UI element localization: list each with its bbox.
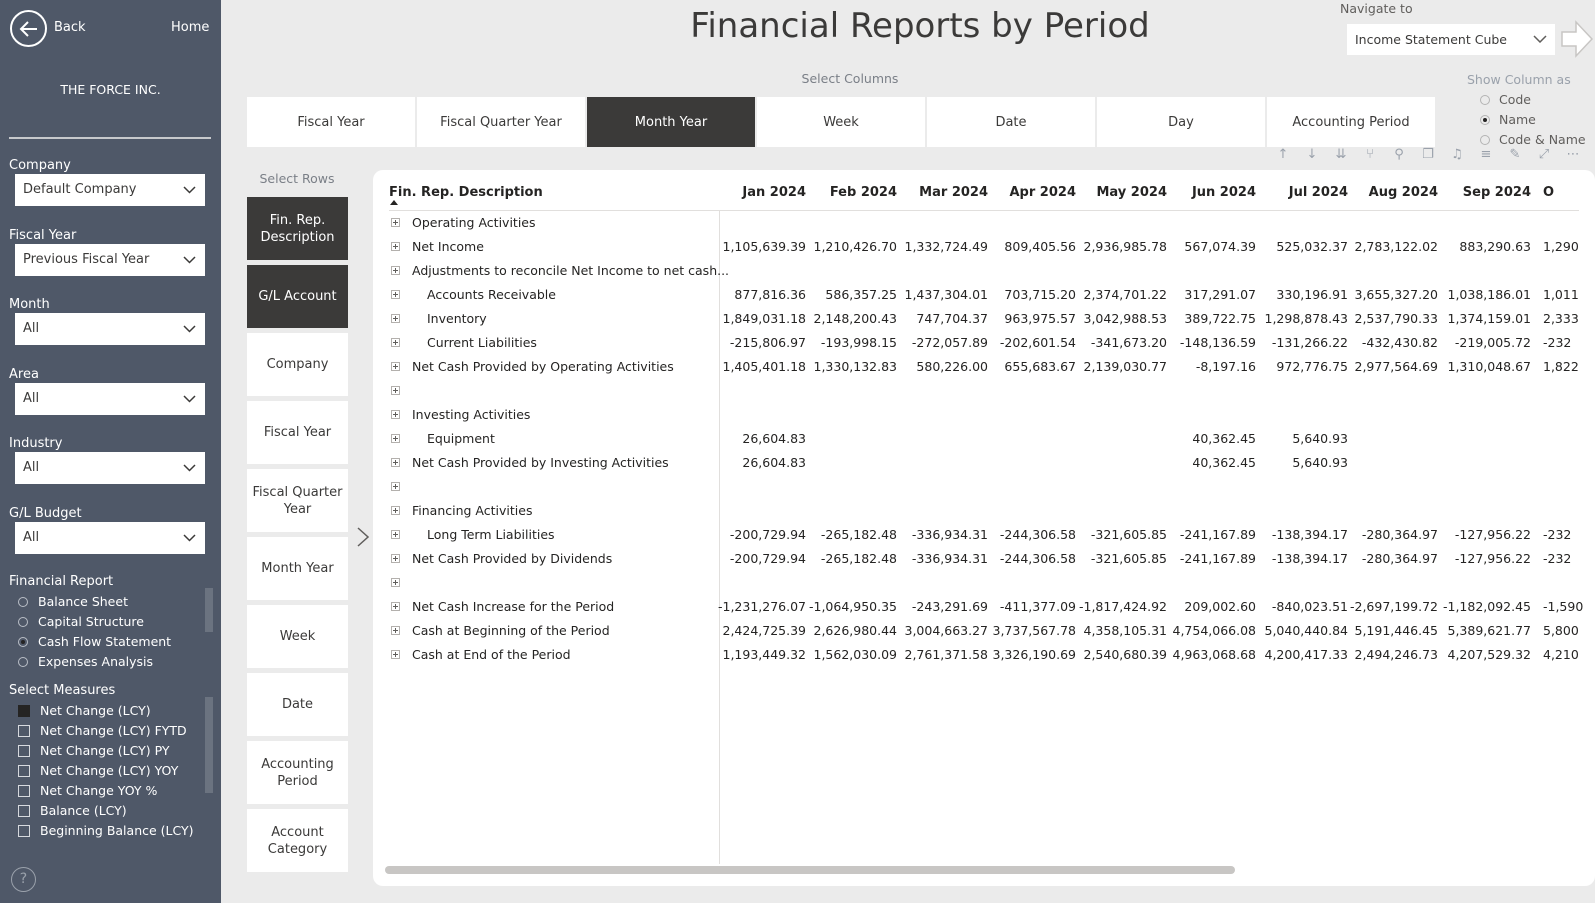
visual-toolbar — [1275, 147, 1581, 163]
row-tab-week[interactable]: Week — [247, 605, 348, 668]
expand-plus-icon[interactable] — [391, 242, 400, 251]
table-cell: -2,697,199.72 — [1349, 599, 1438, 614]
navigate-label: Navigate to — [1340, 1, 1413, 16]
hierarchy-icon[interactable]: ⑂ — [1366, 147, 1374, 162]
table-cell: 1,405,401.18 — [722, 359, 806, 374]
table-cell: 389,722.75 — [1184, 311, 1256, 326]
filter-label-industry: Industry — [9, 436, 63, 451]
filter-dropdown-company[interactable] — [15, 174, 205, 206]
column-tab-fiscal-quarter-year[interactable]: Fiscal Quarter Year — [417, 97, 585, 147]
table-cell: 4,207,529.32 — [1447, 647, 1531, 662]
row-tab-fiscal-quarter-year[interactable]: Fiscal Quarter Year — [247, 469, 348, 532]
column-header-jun-2024[interactable]: Jun 2024 — [1191, 185, 1256, 200]
column-header-jul-2024[interactable]: Jul 2024 — [1288, 185, 1348, 200]
column-tab-week[interactable]: Week — [757, 97, 925, 147]
option-label: Capital Structure — [38, 614, 144, 629]
financial-report-option-cash-flow-statement[interactable] — [18, 634, 171, 649]
focus-mode-icon[interactable]: ⤢ — [1538, 147, 1550, 162]
table-cell: 747,704.37 — [916, 311, 988, 326]
table-cell: 26,604.83 — [742, 431, 806, 446]
table-cell: -219,005.72 — [1454, 335, 1531, 350]
table-row — [373, 332, 1595, 356]
table-cell: 1,105,639.39 — [722, 239, 806, 254]
row-label: Accounts Receivable — [427, 287, 556, 302]
table-cell: 703,715.20 — [1004, 287, 1076, 302]
expand-plus-icon[interactable] — [391, 530, 400, 539]
row-label: Cash at Beginning of the Period — [412, 623, 610, 638]
table-cell: 2,537,790.33 — [1354, 311, 1438, 326]
checkbox[interactable] — [18, 765, 30, 777]
measure-option-net-change-yoy[interactable] — [18, 783, 157, 798]
table-cell: 1,210,426.70 — [813, 239, 897, 254]
show-column-option-name[interactable] — [1480, 112, 1536, 127]
table-cell: -1,231,276.07 — [717, 599, 806, 614]
column-tab-day[interactable]: Day — [1097, 97, 1265, 147]
table-cell: 2,761,371.58 — [904, 647, 988, 662]
table-cell: 1,011 — [1543, 287, 1579, 302]
table-row — [373, 356, 1595, 380]
table-cell: 2,626,980.44 — [813, 623, 897, 638]
checkbox[interactable] — [18, 785, 30, 797]
measure-option-beginning-balance-lcy[interactable] — [18, 823, 194, 838]
table-cell: -336,934.31 — [911, 551, 988, 566]
table-cell: -131,266.22 — [1271, 335, 1348, 350]
measure-option-net-change-lcy[interactable] — [18, 703, 151, 718]
table-cell: 2,494,246.73 — [1354, 647, 1438, 662]
table-row — [373, 596, 1595, 620]
table-cell: 1,822 — [1543, 359, 1579, 374]
chevron-down-icon — [183, 325, 196, 333]
table-cell: 5,640.93 — [1292, 431, 1348, 446]
row-label: Net Income — [412, 239, 484, 254]
column-tab-date[interactable]: Date — [927, 97, 1095, 147]
filter-dropdown-industry[interactable] — [15, 452, 205, 484]
expand-plus-icon[interactable] — [391, 506, 400, 515]
filter-dropdown-area[interactable] — [15, 383, 205, 415]
table-cell: -280,364.97 — [1361, 551, 1438, 566]
table-cell: 2,424,725.39 — [722, 623, 806, 638]
option-label: Balance (LCY) — [40, 803, 127, 818]
column-header-mar-2024[interactable]: Mar 2024 — [919, 185, 988, 200]
financial-report-option-balance-sheet[interactable] — [18, 594, 128, 609]
column-header-sep-2024[interactable]: Sep 2024 — [1462, 185, 1531, 200]
table-cell: 1,437,304.01 — [904, 287, 988, 302]
checkbox[interactable] — [18, 725, 30, 737]
table-cell: -265,182.48 — [820, 527, 897, 542]
table-row — [373, 260, 1595, 284]
option-label: Balance Sheet — [38, 594, 128, 609]
checkbox[interactable] — [18, 745, 30, 757]
expand-plus-icon[interactable] — [391, 554, 400, 563]
expand-plus-icon[interactable] — [391, 218, 400, 227]
filter-dropdown-month[interactable] — [15, 313, 205, 345]
table-cell: -265,182.48 — [820, 551, 897, 566]
table-row — [373, 212, 1595, 236]
copy-icon[interactable]: ❐ — [1422, 147, 1434, 162]
filter-label-company: Company — [9, 158, 71, 173]
measure-option-net-change-lcy-fytd[interactable] — [18, 723, 187, 738]
expand-all-icon[interactable]: ⇊ — [1335, 147, 1347, 162]
table-cell: -193,998.15 — [820, 335, 897, 350]
select-columns-label: Select Columns — [801, 71, 899, 86]
table-cell: 525,032.37 — [1276, 239, 1348, 254]
table-cell: 4,358,105.31 — [1083, 623, 1167, 638]
table-cell: 580,226.00 — [916, 359, 988, 374]
expand-plus-icon[interactable] — [391, 314, 400, 323]
table-cell: 1,298,878.43 — [1264, 311, 1348, 326]
table-cell: 972,776.75 — [1276, 359, 1348, 374]
arrow-left-icon — [19, 19, 39, 39]
table-row — [373, 236, 1595, 260]
option-label: Beginning Balance (LCY) — [40, 823, 194, 838]
table-cell: 3,326,190.69 — [992, 647, 1076, 662]
option-label: Net Change (LCY) PY — [40, 743, 170, 758]
row-label: Net Cash Provided by Dividends — [412, 551, 613, 566]
option-label: Cash Flow Statement — [38, 634, 172, 649]
table-cell: 3,655,327.20 — [1354, 287, 1438, 302]
table-cell: -232 — [1543, 551, 1572, 566]
row-tab-date[interactable]: Date — [247, 673, 348, 736]
column-tabs — [247, 97, 1435, 147]
chevron-right-icon[interactable] — [357, 527, 369, 547]
table-cell: 3,042,988.53 — [1083, 311, 1167, 326]
column-header-jan-2024[interactable]: Jan 2024 — [742, 185, 806, 200]
filter-dropdown-g-l-budget[interactable] — [15, 522, 205, 554]
company-name: THE FORCE INC. — [60, 82, 161, 97]
chevron-down-icon — [183, 395, 196, 403]
table-cell: -215,806.97 — [729, 335, 806, 350]
row-label: Financing Activities — [412, 503, 533, 518]
option-label: Net Change (LCY) — [40, 703, 151, 718]
table-cell: -138,394.17 — [1271, 527, 1348, 542]
table-cell: -432,430.82 — [1361, 335, 1438, 350]
format-icon[interactable]: ✎ — [1509, 147, 1521, 162]
filter-label-fiscal-year: Fiscal Year — [9, 228, 77, 243]
table-cell: 4,200,417.33 — [1264, 647, 1348, 662]
table-cell: 26,604.83 — [742, 455, 806, 470]
navigate-go-arrow-icon[interactable] — [1561, 20, 1593, 58]
help-button[interactable]: ? — [11, 867, 36, 892]
back-label[interactable]: Back — [54, 20, 86, 35]
row-header[interactable]: Fin. Rep. Description — [389, 185, 543, 200]
expand-plus-icon[interactable] — [391, 458, 400, 467]
select-measures-label: Select Measures — [9, 683, 116, 698]
table-cell: 1,374,159.01 — [1447, 311, 1531, 326]
page-title: Financial Reports by Period — [690, 6, 1150, 46]
table-row — [373, 476, 1595, 500]
table-cell: -232 — [1543, 527, 1572, 542]
expand-plus-icon[interactable] — [391, 266, 400, 275]
table-cell: 586,357.25 — [825, 287, 897, 302]
row-label: Investing Activities — [412, 407, 531, 422]
table-row — [373, 620, 1595, 644]
table-cell: 40,362.45 — [1192, 455, 1256, 470]
back-button[interactable] — [10, 10, 47, 47]
chevron-down-icon — [183, 464, 196, 472]
table-cell: 5,389,621.77 — [1447, 623, 1531, 638]
table-cell: 963,975.57 — [1004, 311, 1076, 326]
table-cell: 5,040,440.84 — [1264, 623, 1348, 638]
table-row — [373, 380, 1595, 404]
row-tab-company[interactable]: Company — [247, 333, 348, 396]
option-label: Net Change (LCY) YOY — [40, 763, 179, 778]
table-cell: -127,956.22 — [1454, 551, 1531, 566]
financial-report-label: Financial Report — [9, 574, 114, 589]
horizontal-scrollbar[interactable] — [385, 866, 1235, 874]
filter-value: All — [23, 460, 40, 475]
table-cell: -321,605.85 — [1090, 551, 1167, 566]
table-cell: 2,139,030.77 — [1083, 359, 1167, 374]
row-label: Inventory — [427, 311, 487, 326]
table-row — [373, 284, 1595, 308]
table-cell: 1,330,132.83 — [813, 359, 897, 374]
show-column-option-code[interactable] — [1480, 92, 1531, 107]
filter-label-area: Area — [9, 367, 39, 382]
checkbox[interactable] — [18, 825, 30, 837]
sidebar — [0, 0, 221, 903]
table-cell: -148,136.59 — [1179, 335, 1256, 350]
table-cell: 1,290 — [1543, 239, 1579, 254]
table-cell: 2,977,564.69 — [1354, 359, 1438, 374]
filter-label-month: Month — [9, 297, 50, 312]
table-row — [373, 644, 1595, 668]
expand-plus-icon[interactable] — [391, 650, 400, 659]
table-cell: -1,182,092.45 — [1442, 599, 1531, 614]
column-header-apr-2024[interactable]: Apr 2024 — [1009, 185, 1076, 200]
table-cell: 567,074.39 — [1184, 239, 1256, 254]
row-tab-accounting-period[interactable]: Accounting Period — [247, 741, 348, 804]
pin-icon[interactable]: ⚲ — [1394, 147, 1404, 162]
expand-plus-icon[interactable] — [391, 602, 400, 611]
option-label: Net Change (LCY) FYTD — [40, 723, 187, 738]
navigate-value: Income Statement Cube — [1355, 32, 1507, 47]
table-cell: 809,405.56 — [1004, 239, 1076, 254]
bell-icon[interactable]: ♫ — [1451, 147, 1463, 162]
table-cell: -200,729.94 — [729, 551, 806, 566]
row-label: Net Cash Increase for the Period — [412, 599, 615, 614]
chevron-down-icon — [183, 534, 196, 542]
expand-plus-icon[interactable] — [391, 410, 400, 419]
table-cell: 1,038,186.01 — [1447, 287, 1531, 302]
drill-up-icon[interactable]: ↑ — [1277, 147, 1289, 162]
table-cell: 2,540,680.39 — [1083, 647, 1167, 662]
filter-value: Default Company — [23, 182, 137, 197]
row-label: Adjustments to reconcile Net Income to net cash... — [412, 263, 730, 278]
filter-dropdown-fiscal-year[interactable] — [15, 244, 205, 276]
radio-button[interactable] — [18, 597, 28, 607]
option-label: Code — [1499, 92, 1532, 107]
table-cell: -321,605.85 — [1090, 527, 1167, 542]
row-label: Equipment — [427, 431, 495, 446]
table-cell: 3,004,663.27 — [904, 623, 988, 638]
measures-scrollbar[interactable] — [205, 697, 213, 793]
expand-plus-icon[interactable] — [391, 578, 400, 587]
table-cell: 2,333 — [1543, 311, 1579, 326]
column-header-feb-2024[interactable]: Feb 2024 — [829, 185, 897, 200]
column-header-aug-2024[interactable]: Aug 2024 — [1368, 185, 1438, 200]
filter-value: All — [23, 391, 40, 406]
home-link[interactable]: Home — [171, 20, 210, 35]
option-label: Expenses Analysis — [38, 654, 154, 669]
table-row — [373, 548, 1595, 572]
option-label: Name — [1499, 112, 1536, 127]
table-cell: 5,640.93 — [1292, 455, 1348, 470]
row-tab-fiscal-year[interactable]: Fiscal Year — [247, 401, 348, 464]
table-cell: -200,729.94 — [729, 527, 806, 542]
table-row — [373, 500, 1595, 524]
filter-value: Previous Fiscal Year — [23, 252, 150, 267]
filter-value: All — [23, 321, 40, 336]
option-label: Net Change YOY % — [40, 783, 158, 798]
more-options-icon[interactable]: ⋯ — [1566, 147, 1580, 162]
table-cell: -1,817,424.92 — [1078, 599, 1167, 614]
table-cell: 4,754,066.08 — [1172, 623, 1256, 638]
table-cell: -1,064,950.35 — [808, 599, 897, 614]
table-row — [373, 452, 1595, 476]
row-label: Net Cash Provided by Investing Activities — [412, 455, 669, 470]
chevron-down-icon — [1533, 35, 1547, 43]
table-cell: 5,800 — [1543, 623, 1579, 638]
table-cell: -202,601.54 — [999, 335, 1076, 350]
table-cell: -341,673.20 — [1090, 335, 1167, 350]
column-header-may-2024[interactable]: May 2024 — [1096, 185, 1167, 200]
filter-label-g-l-budget: G/L Budget — [9, 506, 82, 521]
matrix-visual — [373, 170, 1595, 886]
table-cell: -241,167.89 — [1179, 551, 1256, 566]
expand-plus-icon[interactable] — [391, 362, 400, 371]
row-tab-fin-rep-description[interactable]: Fin. Rep. Description — [247, 197, 348, 260]
table-row — [373, 404, 1595, 428]
table-row — [373, 308, 1595, 332]
radio-button[interactable] — [18, 657, 28, 667]
financial-report-option-expenses-analysis[interactable] — [18, 654, 153, 669]
financial-report-scrollbar[interactable] — [205, 588, 213, 632]
chevron-down-icon — [183, 186, 196, 194]
table-cell: 2,783,122.02 — [1354, 239, 1438, 254]
table-cell: 1,849,031.18 — [722, 311, 806, 326]
table-cell: 3,737,567.78 — [992, 623, 1076, 638]
header-divider — [389, 210, 1579, 211]
drill-down-icon[interactable]: ↓ — [1306, 147, 1318, 162]
column-tab-fiscal-year[interactable]: Fiscal Year — [247, 97, 415, 147]
expand-plus-icon[interactable] — [391, 386, 400, 395]
table-cell: 4,963,068.68 — [1172, 647, 1256, 662]
table-cell: 317,291.07 — [1184, 287, 1256, 302]
table-cell: 2,374,701.22 — [1083, 287, 1167, 302]
row-label: Cash at End of the Period — [412, 647, 571, 662]
table-cell: -336,934.31 — [911, 527, 988, 542]
table-row — [373, 524, 1595, 548]
column-tab-accounting-period[interactable]: Accounting Period — [1267, 97, 1435, 147]
table-cell: 1,562,030.09 — [813, 647, 897, 662]
table-cell: 4,210 — [1543, 647, 1579, 662]
radio-button[interactable] — [1480, 115, 1490, 125]
row-tab-g-l-account[interactable]: G/L Account — [247, 265, 348, 328]
table-row — [373, 428, 1595, 452]
table-cell: 209,002.60 — [1184, 599, 1256, 614]
table-cell: 1,332,724.49 — [904, 239, 988, 254]
table-cell: 2,148,200.43 — [813, 311, 897, 326]
expand-plus-icon[interactable] — [391, 434, 400, 443]
table-cell: 2,936,985.78 — [1083, 239, 1167, 254]
table-cell: -127,956.22 — [1454, 527, 1531, 542]
row-label: Net Cash Provided by Operating Activities — [412, 359, 674, 374]
row-tab-month-year[interactable]: Month Year — [247, 537, 348, 600]
table-cell: -280,364.97 — [1361, 527, 1438, 542]
checkbox[interactable] — [18, 805, 30, 817]
show-column-option-code-name[interactable] — [1480, 132, 1586, 147]
table-cell: 883,290.63 — [1459, 239, 1531, 254]
table-cell: 655,683.67 — [1004, 359, 1076, 374]
show-column-as-label: Show Column as — [1467, 72, 1571, 87]
table-cell: -411,377.09 — [999, 599, 1076, 614]
expand-plus-icon[interactable] — [391, 290, 400, 299]
expand-plus-icon[interactable] — [391, 482, 400, 491]
column-header-o[interactable]: O — [1543, 185, 1555, 200]
sort-ascending-icon — [390, 200, 398, 205]
table-cell: 40,362.45 — [1192, 431, 1256, 446]
radio-button[interactable] — [18, 617, 28, 627]
table-row — [373, 572, 1595, 596]
measure-option-balance-lcy[interactable] — [18, 803, 127, 818]
table-cell: -8,197.16 — [1195, 359, 1256, 374]
chevron-down-icon — [183, 256, 196, 264]
select-rows-label: Select Rows — [259, 171, 335, 186]
table-cell: 330,196.91 — [1276, 287, 1348, 302]
row-tab-account-category[interactable]: Account Category — [247, 809, 348, 872]
table-cell: -244,306.58 — [999, 551, 1076, 566]
filter-icon[interactable]: ≡ — [1480, 147, 1492, 162]
row-label: Operating Activities — [412, 215, 536, 230]
measure-option-net-change-lcy-py[interactable] — [18, 743, 169, 758]
radio-button[interactable] — [1480, 135, 1490, 145]
table-cell: -840,023.51 — [1271, 599, 1348, 614]
radio-button[interactable] — [1480, 95, 1490, 105]
sidebar-divider — [9, 137, 211, 139]
table-cell: -232 — [1543, 335, 1572, 350]
table-cell: 877,816.36 — [734, 287, 806, 302]
table-cell: 1,310,048.67 — [1447, 359, 1531, 374]
filter-value: All — [23, 530, 40, 545]
expand-plus-icon[interactable] — [391, 626, 400, 635]
option-label: Code & Name — [1499, 132, 1586, 147]
radio-button[interactable] — [18, 637, 28, 647]
table-cell: -138,394.17 — [1271, 551, 1348, 566]
table-cell: 1,193,449.32 — [722, 647, 806, 662]
table-cell: -1,590 — [1543, 599, 1584, 614]
table-cell: -243,291.69 — [911, 599, 988, 614]
expand-plus-icon[interactable] — [391, 338, 400, 347]
row-label: Current Liabilities — [427, 335, 537, 350]
financial-report-option-capital-structure[interactable] — [18, 614, 144, 629]
table-cell: 5,191,446.45 — [1354, 623, 1438, 638]
checkbox[interactable] — [18, 705, 30, 717]
measure-option-net-change-lcy-yoy[interactable] — [18, 763, 178, 778]
column-tab-month-year[interactable]: Month Year — [587, 97, 755, 147]
table-cell: -272,057.89 — [911, 335, 988, 350]
row-label: Long Term Liabilities — [427, 527, 555, 542]
table-cell: -241,167.89 — [1179, 527, 1256, 542]
navigate-dropdown[interactable] — [1347, 24, 1555, 55]
table-cell: -244,306.58 — [999, 527, 1076, 542]
